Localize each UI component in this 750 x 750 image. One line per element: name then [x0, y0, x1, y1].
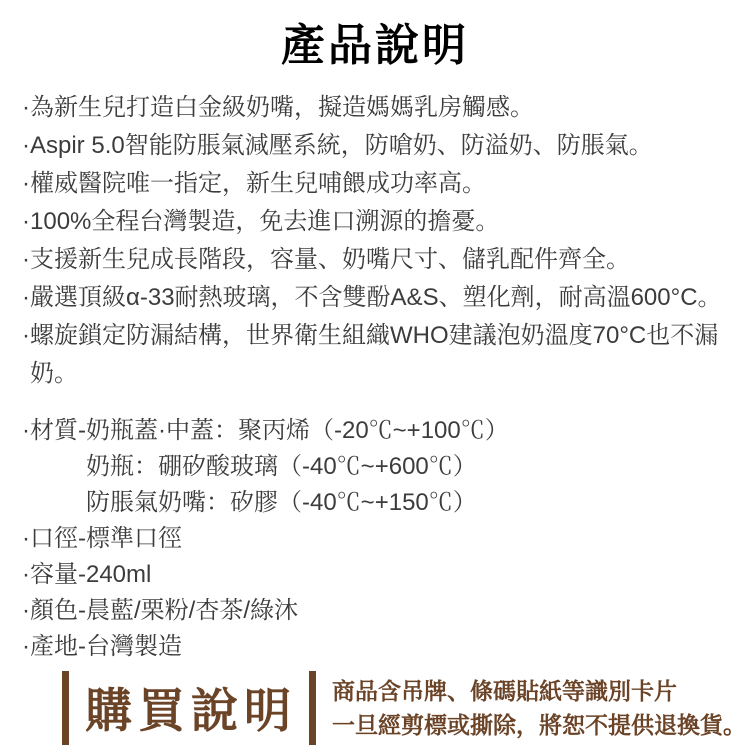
feature-item: ·Aspir 5.0智能防脹氣減壓系統，防嗆奶、防溢奶、防脹氣。: [22, 131, 653, 159]
spec-list: [0, 413, 750, 665]
spec-origin: ·產地-台灣製造: [22, 632, 182, 660]
feature-item: ·支援新生兒成長階段，容量、奶嘴尺寸、儲乳配件齊全。: [22, 245, 630, 273]
feature-item: ·權威醫院唯一指定，新生兒哺餵成功率高。: [22, 169, 486, 197]
page-title: 產品說明: [281, 21, 469, 70]
left-divider-bar: [62, 671, 69, 745]
feature-item: ·為新生兒打造白金級奶嘴，擬造媽媽乳房觸感。: [22, 93, 534, 121]
purchase-heading: 購買說明: [85, 684, 297, 738]
spec-colors: ·顏色-晨藍/栗粉/杏茶/綠沐: [22, 596, 298, 624]
feature-item: ·100%全程台灣製造，免去進口溯源的擔憂。: [22, 207, 500, 235]
spec-material-caps: ·材質-奶瓶蓋·中蓋：聚丙烯（-20℃~+100℃）: [22, 416, 509, 444]
purchase-note-line2: 一旦經剪標或撕除，將恕不提供退換貨。: [332, 711, 746, 738]
spec-capacity: ·容量-240ml: [22, 560, 152, 588]
spec-material-nipple: 防脹氣奶嘴：矽膠（-40℃~+150℃）: [86, 488, 477, 516]
feature-item: ·螺旋鎖定防漏結構，世界衛生組織WHO建議泡奶溫度70°C也不漏奶。: [22, 321, 719, 387]
feature-item: ·嚴選頂級α-33耐熱玻璃，不含雙酚A&S、塑化劑，耐高溫600°C。: [22, 283, 722, 311]
purchase-note-line1: 商品含吊牌、條碼貼紙等識別卡片: [332, 677, 677, 704]
spec-material-bottle: 奶瓶：硼矽酸玻璃（-40℃~+600℃）: [86, 452, 477, 480]
feature-list: [0, 89, 750, 393]
spec-neck-size: ·口徑-標準口徑: [22, 524, 182, 552]
purchase-notes: [332, 674, 746, 742]
purchase-section: [0, 671, 750, 745]
right-divider-bar: [309, 671, 316, 745]
